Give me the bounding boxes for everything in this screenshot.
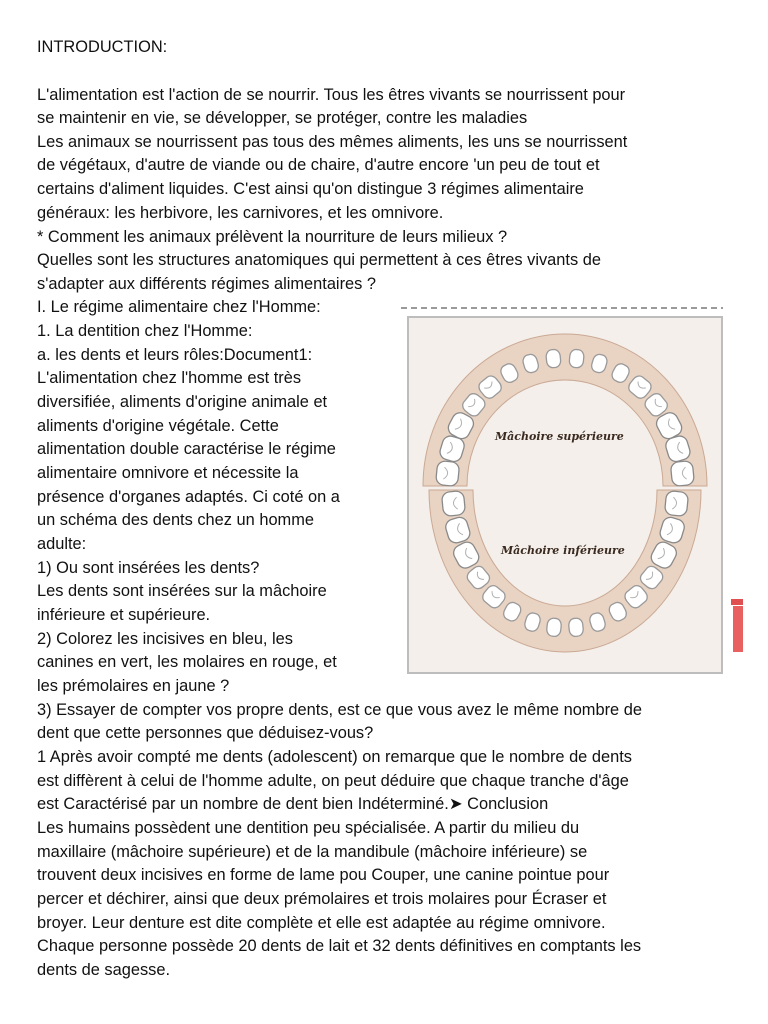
text-line: diversifiée, aliments d'origine animale et — [37, 393, 328, 411]
text-line: Quelles sont les structures anatomiques qui permettent à ces êtres vivants de — [37, 251, 601, 269]
text-line: broyer. Leur denture est dite complète et elle est adaptée au régime omnivore. — [37, 914, 606, 932]
text-line: maxillaire (mâchoire supérieure) et de la mandibule (mâchoire inférieure) se — [37, 843, 588, 861]
upper-jaw-label: Mâchoire supérieure — [495, 430, 624, 443]
text-line: un schéma des dents chez un homme — [37, 511, 314, 529]
text-line: L'alimentation chez l'homme est très — [37, 369, 302, 387]
text-line: présence d'organes adaptés. Ci coté on a — [37, 488, 340, 506]
incisor-tooth — [546, 618, 562, 637]
text-line: certains d'aliment liquides. C'est ainsi qu'on distingue 3 régimes alimentaire — [37, 180, 584, 198]
dentition-figure — [401, 306, 743, 676]
text-line: canines en vert, les molaires en rouge, et — [37, 653, 337, 671]
text-line: est diffèrent à celui de l'homme adulte, on peut déduire que chaque tranche d'âge — [37, 772, 629, 790]
text-line: percer et déchirer, ainsi que deux prémolaires et trois molaires pour Écraser et — [37, 890, 607, 908]
question-line: 3) Essayer de compter vos propre dents, est ce que vous avez le même nombre de — [37, 701, 642, 719]
text-line: Les animaux se nourrissent pas tous des mêmes aliments, les uns se nourrissent — [37, 133, 628, 151]
text-line: L'alimentation est l'action de se nourrir. Tous les êtres vivants se nourrissent pour — [37, 86, 626, 104]
jaws-diagram — [409, 318, 721, 672]
incisor-tooth — [569, 349, 585, 368]
lower-jaw — [429, 490, 701, 652]
question-line: 2) Colorez les incisives en bleu, les — [37, 630, 293, 648]
text-line: les prémolaires en jaune ? — [37, 677, 230, 695]
upper-jaw — [423, 334, 707, 487]
section-title: I. Le régime alimentaire chez l'Homme: — [37, 298, 321, 316]
question-line: 1) Ou sont insérées les dents? — [37, 559, 260, 577]
lower-jaw-label: Mâchoire inférieure — [501, 544, 625, 557]
text-line: s'adapter aux différents régimes alimentaires ? — [37, 275, 377, 293]
text-line: a. les dents et leurs rôles:Document1: — [37, 346, 313, 364]
text-line: alimentaire omnivore et nécessite la — [37, 464, 299, 482]
incisor-tooth — [568, 618, 584, 637]
text-line: Les humains possèdent une dentition peu spécialisée. A partir du milieu du — [37, 819, 580, 837]
text-line: aliments d'origine végétale. Cette — [37, 417, 279, 435]
text-line: dent que cette personnes que déduisez-vous? — [37, 724, 374, 742]
text-line: dents de sagesse. — [37, 961, 171, 979]
molar-tooth — [435, 460, 459, 486]
molar-tooth — [441, 490, 465, 516]
text-line: Les dents sont insérées sur la mâchoire — [37, 582, 327, 600]
text-line: 1 Après avoir compté me dents (adolescent) on remarque que le nombre de dents — [37, 748, 632, 766]
text-line: généraux: les herbivore, les carnivores, et les omnivore. — [37, 204, 444, 222]
text-line: alimentation double caractérise le régime — [37, 440, 336, 458]
page-heading: INTRODUCTION: — [37, 38, 168, 56]
text-line: se maintenir en vie, se développer, se protéger, contre les maladies — [37, 109, 528, 127]
text-line: adulte: — [37, 535, 87, 553]
incisor-tooth — [546, 349, 562, 368]
text-line: inférieure et supérieure. — [37, 606, 211, 624]
molar-tooth — [664, 490, 688, 516]
molar-tooth — [670, 460, 694, 486]
conclusion-line: est Caractérisé par un nombre de dent bien Indéterminé.➤ Conclusion — [37, 795, 549, 813]
jaw-diagram-panel — [407, 316, 723, 674]
text-line: trouvent deux incisives en forme de lame pou Couper, une canine pointue pour — [37, 866, 610, 884]
subsection-title: 1. La dentition chez l'Homme: — [37, 322, 253, 340]
text-line: de végétaux, d'autre de viande ou de chaire, d'autre encore 'un peu de tout et — [37, 156, 600, 174]
text-line: * Comment les animaux prélèvent la nourriture de leurs milieux ? — [37, 228, 508, 246]
text-line: Chaque personne possède 20 dents de lait et 32 dents définitives en comptants les — [37, 937, 642, 955]
